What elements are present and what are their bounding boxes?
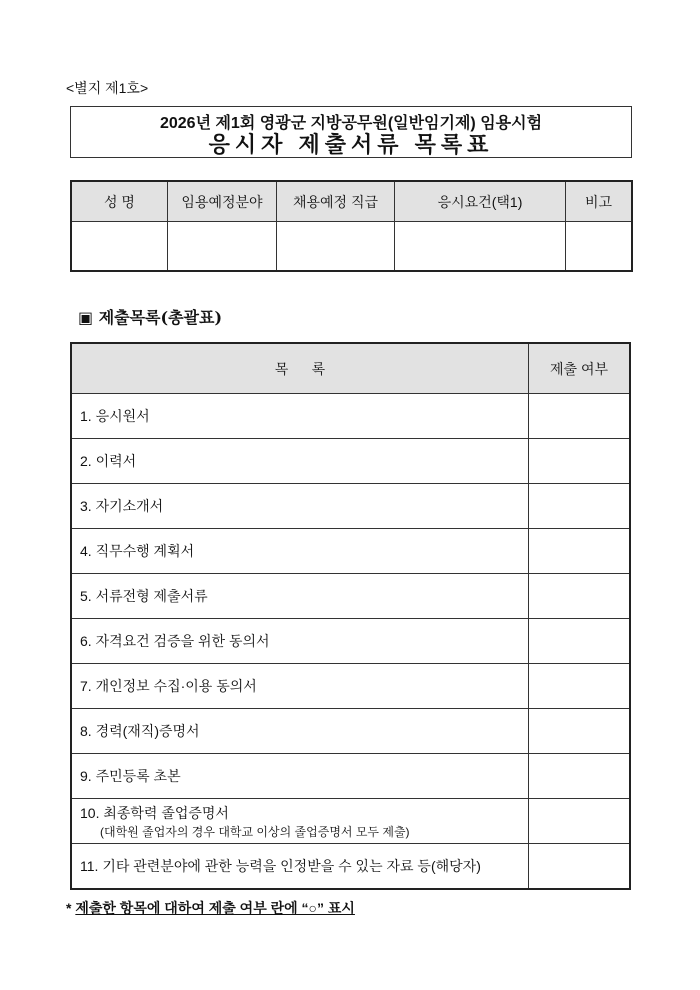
list-item (71, 709, 529, 754)
list-item (71, 799, 529, 844)
cell-field[interactable] (168, 222, 277, 272)
item-label: 5. 서류전형 제출서류 (80, 588, 208, 604)
section-title: ▣ 제출목록(총괄표) (78, 308, 223, 327)
table-row (71, 529, 630, 574)
title-line1: 2026년 제1회 영광군 지방공무원(일반임기제) 임용시험 (159, 115, 543, 132)
list-item (71, 844, 529, 890)
footnote-text: 제출한 항목에 대하여 제출 여부 란에 “○” 표시 (75, 900, 355, 916)
item-label: 4. 직무수행 계획서 (80, 543, 195, 559)
list-item (71, 439, 529, 484)
item-label: 6. 자격요건 검증을 위한 동의서 (80, 633, 270, 649)
header-submitted: 제출 여부 (529, 343, 631, 394)
header-remarks: 비고 (566, 181, 633, 222)
list-item (71, 574, 529, 619)
header-rank: 채용예정 직급 (277, 181, 395, 222)
submitted-cell[interactable] (529, 754, 631, 799)
header-list: 목 록 (71, 343, 529, 394)
submitted-cell[interactable] (529, 664, 631, 709)
item-label: 10. 최종학력 졸업증명서 (80, 804, 229, 821)
submitted-cell[interactable] (529, 484, 631, 529)
list-item (71, 394, 529, 439)
cell-name[interactable] (71, 222, 168, 272)
list-item (71, 664, 529, 709)
item-label: 7. 개인정보 수집·이용 동의서 (80, 678, 257, 694)
submitted-cell[interactable] (529, 574, 631, 619)
table-row (71, 484, 630, 529)
list-item (71, 529, 529, 574)
item-note: (대학원 졸업자의 경우 대학교 이상의 졸업증명서 모두 제출) (100, 824, 410, 839)
submitted-cell[interactable] (529, 619, 631, 664)
annex-label: <별지 제1호> (66, 80, 149, 96)
table-row (71, 709, 630, 754)
cell-rank[interactable] (277, 222, 395, 272)
submitted-cell[interactable] (529, 394, 631, 439)
submitted-cell[interactable] (529, 844, 631, 890)
footnote (66, 898, 355, 918)
table-row (71, 439, 630, 484)
submitted-cell[interactable] (529, 529, 631, 574)
submitted-cell[interactable] (529, 709, 631, 754)
item-label: 1. 응시원서 (80, 408, 150, 424)
document-list-table (70, 342, 631, 890)
title-line2: 응시자 제출서류 목록표 (208, 132, 494, 157)
applicant-table (70, 180, 633, 272)
list-item (71, 484, 529, 529)
submitted-cell[interactable] (529, 439, 631, 484)
list-item (71, 754, 529, 799)
item-label: 3. 자기소개서 (80, 498, 164, 514)
header-field: 임용예정분야 (168, 181, 277, 222)
submitted-cell[interactable] (529, 799, 631, 844)
list-item (71, 619, 529, 664)
header-requirement: 응시요건(택1) (395, 181, 566, 222)
table-row (71, 574, 630, 619)
item-label: 8. 경력(재직)증명서 (80, 723, 200, 739)
table-row (71, 394, 630, 439)
item-label: 9. 주민등록 초본 (80, 768, 181, 784)
cell-remarks[interactable] (566, 222, 633, 272)
table-row (71, 754, 630, 799)
table-row (71, 664, 630, 709)
table-row (71, 619, 630, 664)
item-label: 11. 기타 관련분야에 관한 능력을 인정받을 수 있는 자료 등(해당자) (80, 858, 481, 874)
table-row (71, 844, 630, 890)
table-row (71, 799, 630, 844)
footnote-mark: * (66, 900, 72, 916)
item-label: 2. 이력서 (80, 453, 137, 469)
header-name: 성 명 (71, 181, 168, 222)
cell-requirement[interactable] (395, 222, 566, 272)
title-box (70, 106, 632, 158)
